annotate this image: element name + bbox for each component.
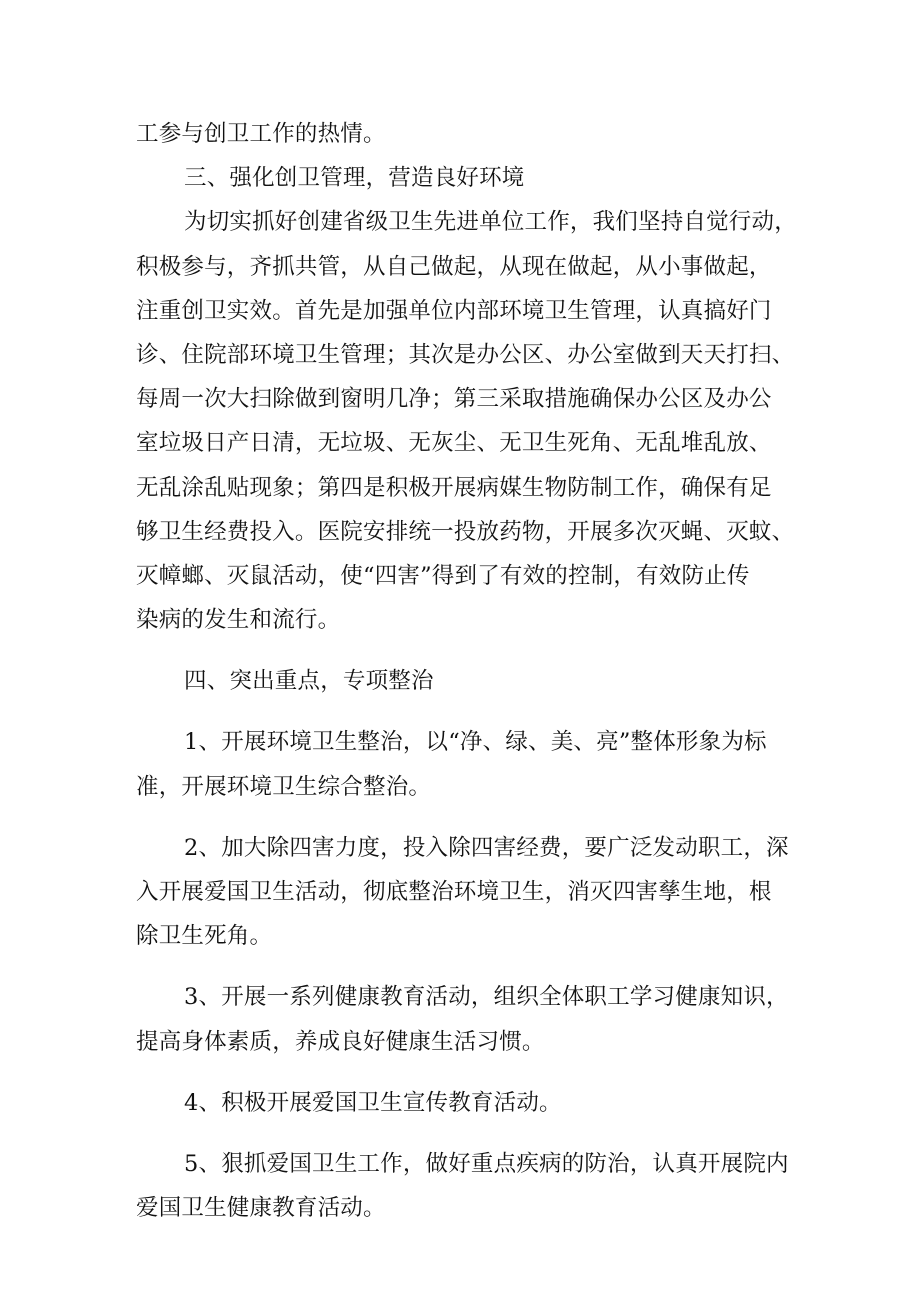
- text-line: 积极参与，齐抓共管，从自己做起，从现在做起，从小事做起，: [136, 253, 772, 280]
- paragraph-spacer: [136, 958, 796, 975]
- paragraph-spacer: [136, 809, 796, 826]
- paragraph-spacer: [136, 703, 796, 720]
- text-line: 准，开展环境卫生综合整治。: [136, 773, 432, 800]
- text-line: 工参与创卫工作的热情。: [136, 121, 386, 147]
- text-line: 每周一次大扫除做到窗明几净；第三采取措施确保办公区及办公: [136, 386, 772, 413]
- text-line: 无乱涂乱贴现象；第四是积极开展病媒生物防制工作，确保有足: [136, 474, 772, 501]
- text-line: 注重创卫实效。首先是加强单位内部环境卫生管理，认真搞好门: [136, 297, 772, 324]
- paragraph-first-line: 三、强化创卫管理，营造良好环境: [184, 165, 525, 192]
- text-line: 入开展爱国卫生活动，彻底整治环境卫生，消灭四害孳生地，根: [136, 879, 772, 905]
- text-line: 够卫生经费投入。医院安排统一投放药物，开展多次灭蝇、灭蚊、: [136, 518, 795, 545]
- text-line: 除卫生死角。: [136, 923, 273, 950]
- document-body: [136, 112, 796, 1230]
- text-line: 提高身体素质，养成良好健康生活习惯。: [136, 1028, 545, 1055]
- paragraph-first-line: 1、开展环境卫生整治，以“净、绿、美、亮”整体形象为标: [184, 729, 767, 756]
- text-line: 室垃圾日产日清，无垃圾、无灰尘、无卫生死角、无乱堆乱放、: [136, 430, 772, 457]
- paragraph-first-line: 四、突出重点，专项整治: [184, 668, 434, 695]
- paragraph-spacer: [136, 1125, 796, 1142]
- paragraph-first-line: 2、加大除四害力度，投入除四害经费，要广泛发动职工，深: [184, 834, 789, 861]
- text-line: 灭幛螂、灭鼠活动，使“四害”得到了有效的控制，有效防止传: [136, 562, 750, 589]
- text-line: 诊、住院部环境卫生管理；其次是办公区、办公室做到天天打扫、: [136, 341, 795, 368]
- paragraph-first-line: 4、积极开展爱国卫生宣传教育活动。: [184, 1089, 562, 1116]
- text-line: 染病的发生和流行。: [136, 607, 341, 634]
- paragraph-first-line: 3、开展一系列健康教育活动，组织全体职工学习健康知识，: [184, 984, 789, 1011]
- paragraph-first-line: 5、狠抓爱国卫生工作，做好重点疾病的防治，认真开展院内: [184, 1150, 789, 1177]
- paragraph-spacer: [136, 1064, 796, 1081]
- paragraph-spacer: [136, 642, 796, 659]
- text-line: 爱国卫生健康教育活动。: [136, 1195, 386, 1222]
- paragraph-first-line: 为切实抓好创建省级卫生先进单位工作，我们坚持自觉行动，: [184, 209, 797, 236]
